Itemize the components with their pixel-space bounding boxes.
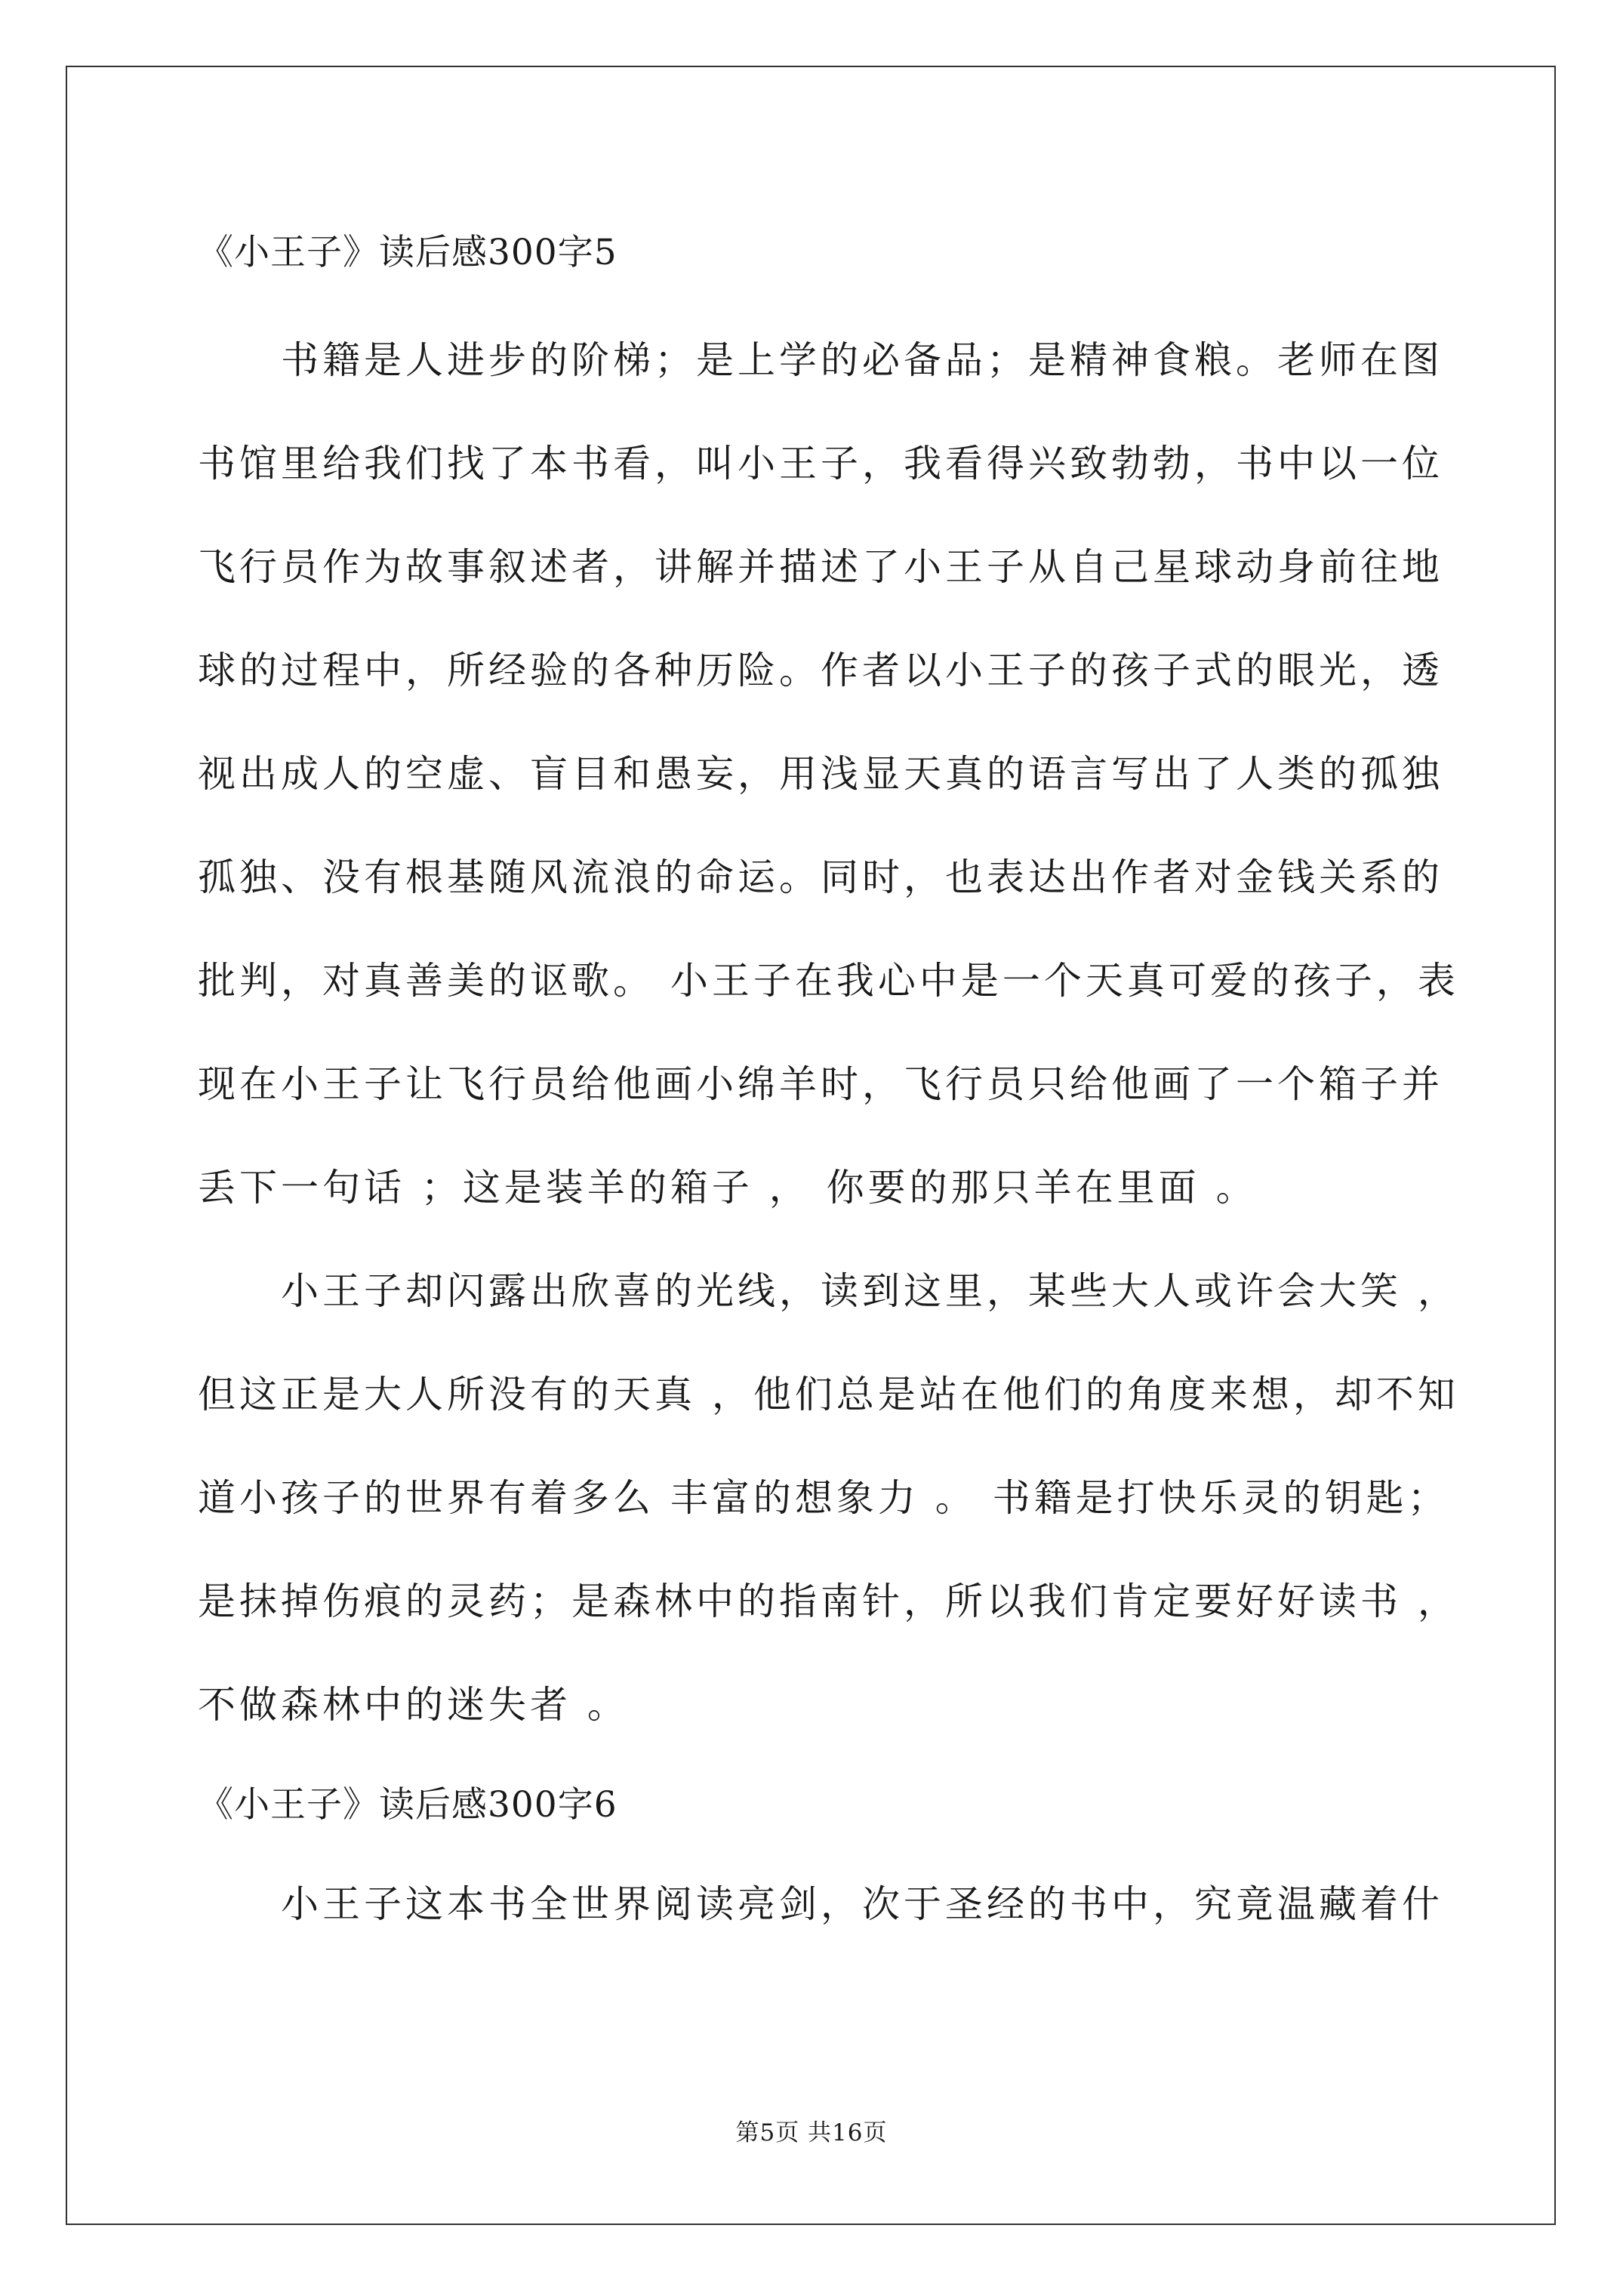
- paragraph-line: 飞行员作为故事叙述者，讲解并描述了小王子从自己星球动身前往地: [198, 545, 1443, 589]
- paragraph-line: 批判，对真善美的讴歌。 小王子在我心中是一个天真可爱的孩子，表: [198, 959, 1459, 1003]
- section-heading-5: 《小王子》读后感300字5: [198, 232, 617, 273]
- page-number-footer: 第5页 共16页: [735, 2119, 888, 2147]
- paragraph-line: 小王子却闪露出欣喜的光线，读到这里，某些大人或许会大笑 ，: [281, 1269, 1459, 1313]
- paragraph-line: 不做森林中的迷失者 。: [198, 1683, 629, 1727]
- paragraph-line: 现在小王子让飞行员给他画小绵羊时，飞行员只给他画了一个箱子并: [198, 1062, 1443, 1106]
- paragraph-line: 书籍是人进步的阶梯；是上学的必备品；是精神食粮。老师在图: [281, 338, 1443, 382]
- paragraph-line: 道小孩子的世界有着多么 丰富的想象力 。 书籍是打快乐灵的钥匙；: [198, 1476, 1449, 1520]
- paragraph-line: 小王子这本书全世界阅读亮剑，次于圣经的书中，究竟温藏着什: [281, 1882, 1443, 1926]
- paragraph-line: 但这正是大人所没有的天真 ，他们总是站在他们的角度来想，却不知: [198, 1373, 1459, 1416]
- paragraph-line: 是抹掉伤痕的灵药；是森林中的指南针，所以我们肯定要好好读书 ，: [198, 1579, 1459, 1623]
- paragraph-line: 丢下一句话 ；这是装羊的箱子 ， 你要的那只羊在里面 。: [198, 1166, 1258, 1210]
- paragraph-line: 书馆里给我们找了本书看，叫小王子，我看得兴致勃勃，书中以一位: [198, 442, 1443, 485]
- paragraph-line: 视出成人的空虚、盲目和愚妄，用浅显天真的语言写出了人类的孤独: [198, 752, 1443, 796]
- paragraph-line: 孤独、没有根基随风流浪的命运。同时，也表达出作者对金钱关系的: [198, 855, 1443, 899]
- section-heading-6: 《小王子》读后感300字6: [198, 1784, 617, 1826]
- paragraph-line: 球的过程中，所经验的各种历险。作者以小王子的孩子式的眼光，透: [198, 649, 1443, 692]
